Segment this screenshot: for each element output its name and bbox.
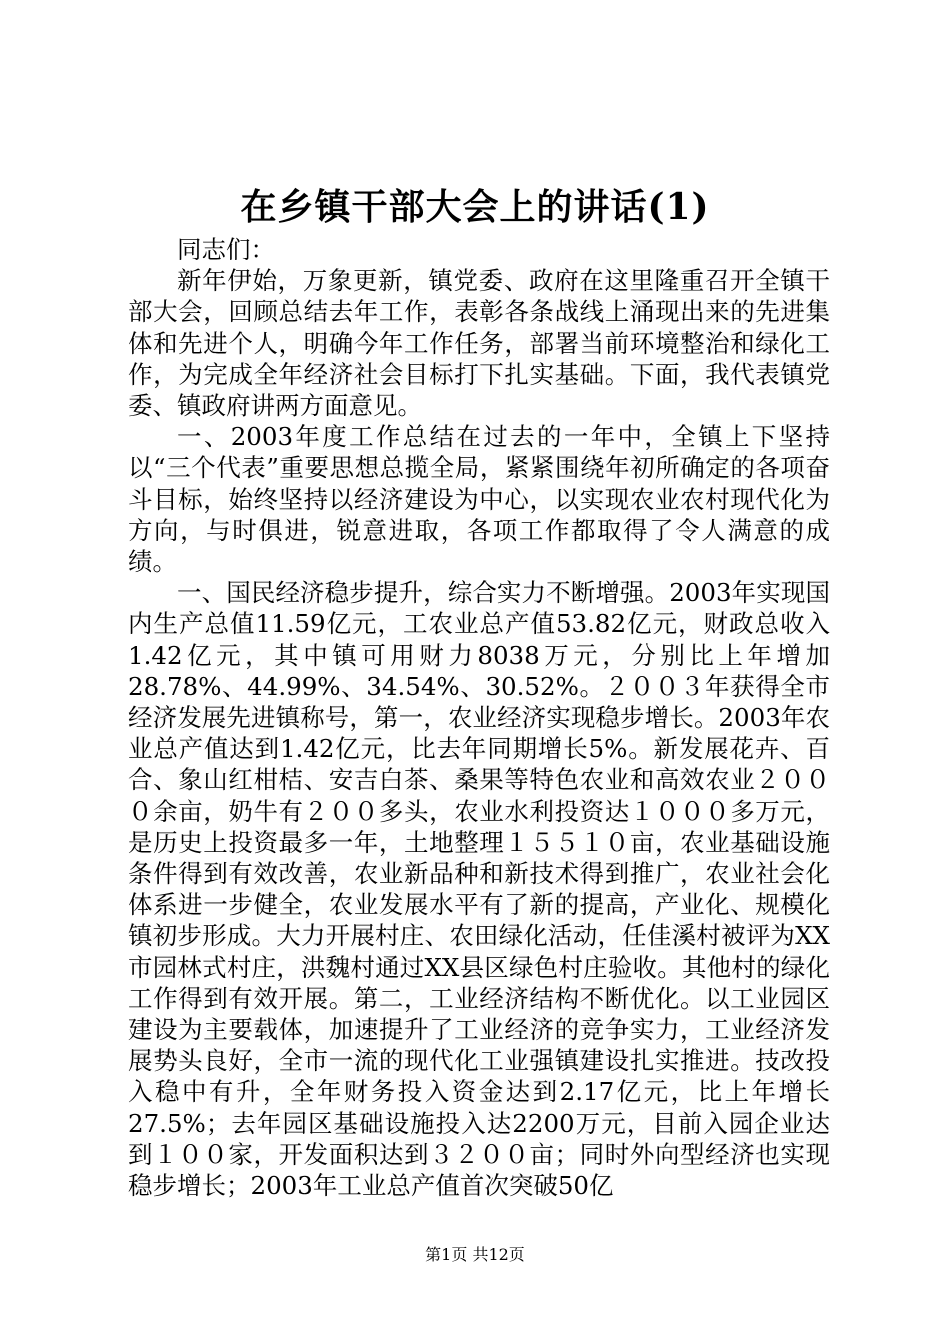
salutation-paragraph: 同志们： — [177, 235, 275, 264]
document-title: 在乡镇干部大会上的讲话(1) — [240, 186, 710, 228]
economy-paragraph: 一、国民经济稳步提升，综合实力不断增强。2003年实现国内生产总值11.59亿元，工农业总产值53.82亿元，财政总收入1.42亿元，其中镇可用财力8038万元，分别比上年增加28.78%、44.99%、34.54%、30.52%。２００３年获得全市经济发展先进镇称号，第一，农业经济实现稳步增长。2003年农业总产值达到1.42亿元，比去年同期增长5%。新发展花卉、百合、象山红柑桔、安吉白茶、桑果等特色农业和高效农业２０００余亩，奶牛有２００多头，农业水利投资达１０００多万元，是历史上投资最多一年，土地整理１５５１０亩，农业基础设施条件得到有效改善，农业新品种和新技术得到推广，农业社会化体系进一步健全，农业发展水平有了新的提高，产业化、规模化镇初步形成。大力开展村庄、农田绿化活动，任佳溪村被评为XX市园林式村庄，洪魏村通过XX县区绿色村庄验收。其他村的绿化工作得到有效开展。第二，工业经济结构不断优化。以工业园区建设为主要载体，加速提升了工业经济的竞争实力，工业经济发展势头良好，全市一流的现代化工业强镇建设扎实推进。技改投入稳中有升，全年财务投入资金达到2.17亿元，比上年增长27.5%；去年园区基础设施投入达2200万元，目前入园企业达到１００家，开发面积达到３２００亩；同时外向型经济也实现稳步增长；2003年工业总产值首次突破50亿 — [128, 578, 830, 1201]
summary-paragraph: 一、2003年度工作总结在过去的一年中，全镇上下坚持以“三个代表”重要思想总揽全局，紧紧围绕年初所确定的各项奋斗目标，始终坚持以经济建设为中心，以实现农业农村现代化为方向，与时俱进，锐意进取，各项工作都取得了令人满意的成绩。 — [128, 422, 830, 577]
opening-paragraph: 新年伊始，万象更新，镇党委、政府在这里隆重召开全镇干部大会，回顾总结去年工作，表彰各条战线上涌现出来的先进集体和先进个人，明确今年工作任务，部署当前环境整治和绿化工作，为完成全年经济社会目标打下扎实基础。下面，我代表镇党委、镇政府讲两方面意见。 — [128, 266, 830, 421]
document-body — [128, 234, 830, 1201]
page-number-footer: 第1页 共12页 — [425, 1245, 525, 1264]
